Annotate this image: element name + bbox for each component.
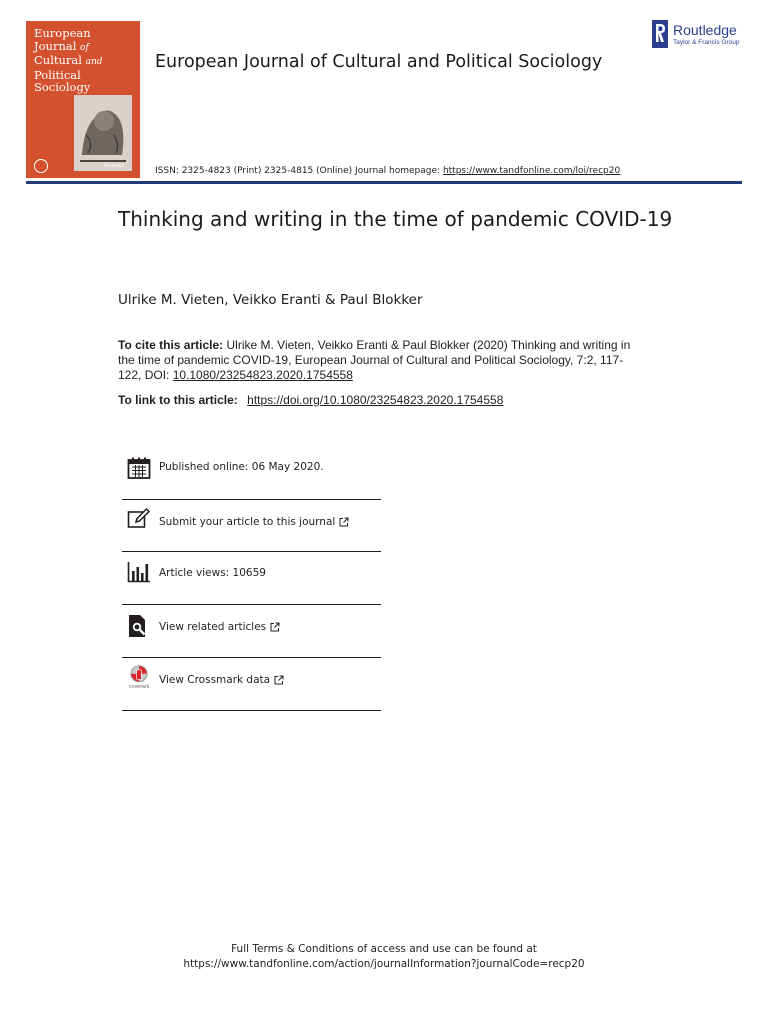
article-authors: Ulrike M. Vieten, Veikko Eranti & Paul Blokker — [118, 292, 423, 308]
submit-row[interactable] — [122, 505, 381, 557]
divider — [122, 604, 381, 605]
cover-publisher-mark: Routledge — [104, 163, 125, 168]
cover-title — [34, 27, 103, 94]
link-block — [118, 393, 503, 407]
submit-article-label: Submit your article to this journal — [159, 516, 336, 528]
bar-chart-icon — [127, 560, 151, 584]
crossmark-icon — [127, 665, 151, 689]
crossmark-label: View Crossmark data — [159, 674, 271, 686]
footer-line-1: Full Terms & Conditions of access and use can be found at — [231, 943, 537, 955]
crossmark-row[interactable] — [122, 663, 381, 715]
published-date: Published online: 06 May 2020. — [159, 461, 324, 473]
header-rule — [26, 181, 742, 184]
published-row — [122, 452, 381, 504]
article-title: Thinking and writing in the time of pandemic COVID-19 — [118, 207, 673, 231]
search-document-icon — [127, 614, 151, 638]
cover-lion-illustration — [74, 95, 132, 171]
publisher-subtitle: Taylor & Francis Group — [673, 39, 740, 46]
calendar-icon — [127, 456, 151, 480]
cover-title-line: European — [34, 26, 91, 40]
crossmark-icon-label: CrossMark — [128, 684, 150, 689]
crossmark-link[interactable] — [159, 674, 284, 686]
cite-text: Ulrike M. Vieten, Veikko Eranti & Paul Blokker (2020) Thinking and writing in the time of pandemic COVID-19, European Journal of Cultural and Political Sociology, 7:2, 117-122, DOI: — [118, 338, 631, 382]
publisher-name: Routledge — [673, 22, 737, 38]
cover-title-line: Journal — [34, 38, 77, 53]
citation-block — [118, 338, 638, 383]
cover-title-line: Cultural — [34, 53, 82, 67]
article-views: Article views: 10659 — [159, 567, 266, 579]
views-row — [122, 558, 381, 610]
cover-title-line: and — [85, 57, 103, 67]
routledge-logo[interactable] — [651, 20, 746, 50]
footer-terms-link[interactable]: https://www.tandfonline.com/action/journalInformation?journalCode=recp20 — [183, 958, 585, 970]
routledge-logo-icon — [651, 20, 669, 48]
divider — [122, 551, 381, 552]
cover-seal-icon — [34, 159, 48, 173]
cover-title-line: Political — [34, 67, 81, 82]
cover-title-line: Sociology — [34, 80, 91, 94]
external-link-icon — [339, 517, 349, 527]
journal-cover-image — [26, 21, 140, 178]
journal-homepage-link[interactable]: https://www.tandfonline.com/loi/recp20 — [442, 166, 621, 176]
divider — [122, 710, 381, 711]
external-link-icon — [270, 622, 280, 632]
article-doi-link[interactable]: https://doi.org/10.1080/23254823.2020.1754558 — [247, 393, 504, 407]
cite-doi-link[interactable]: 10.1080/23254823.2020.1754558 — [172, 368, 353, 382]
issn-text: ISSN: 2325-4823 (Print) 2325-4815 (Online) Journal homepage: — [155, 166, 441, 176]
issn-line — [155, 166, 620, 176]
divider — [122, 499, 381, 500]
cite-label: To cite this article: — [118, 338, 224, 352]
submit-article-link[interactable] — [159, 516, 349, 528]
link-label: To link to this article: — [118, 393, 238, 407]
related-articles-link[interactable] — [159, 621, 280, 633]
divider — [122, 657, 381, 658]
journal-title[interactable]: European Journal of Cultural and Political Sociology — [155, 52, 603, 72]
related-articles-label: View related articles — [159, 621, 267, 633]
footer-terms — [0, 942, 768, 972]
external-link-icon — [274, 675, 284, 685]
cover-title-line: of — [80, 42, 89, 53]
related-row[interactable] — [122, 610, 381, 662]
edit-icon — [127, 507, 151, 531]
